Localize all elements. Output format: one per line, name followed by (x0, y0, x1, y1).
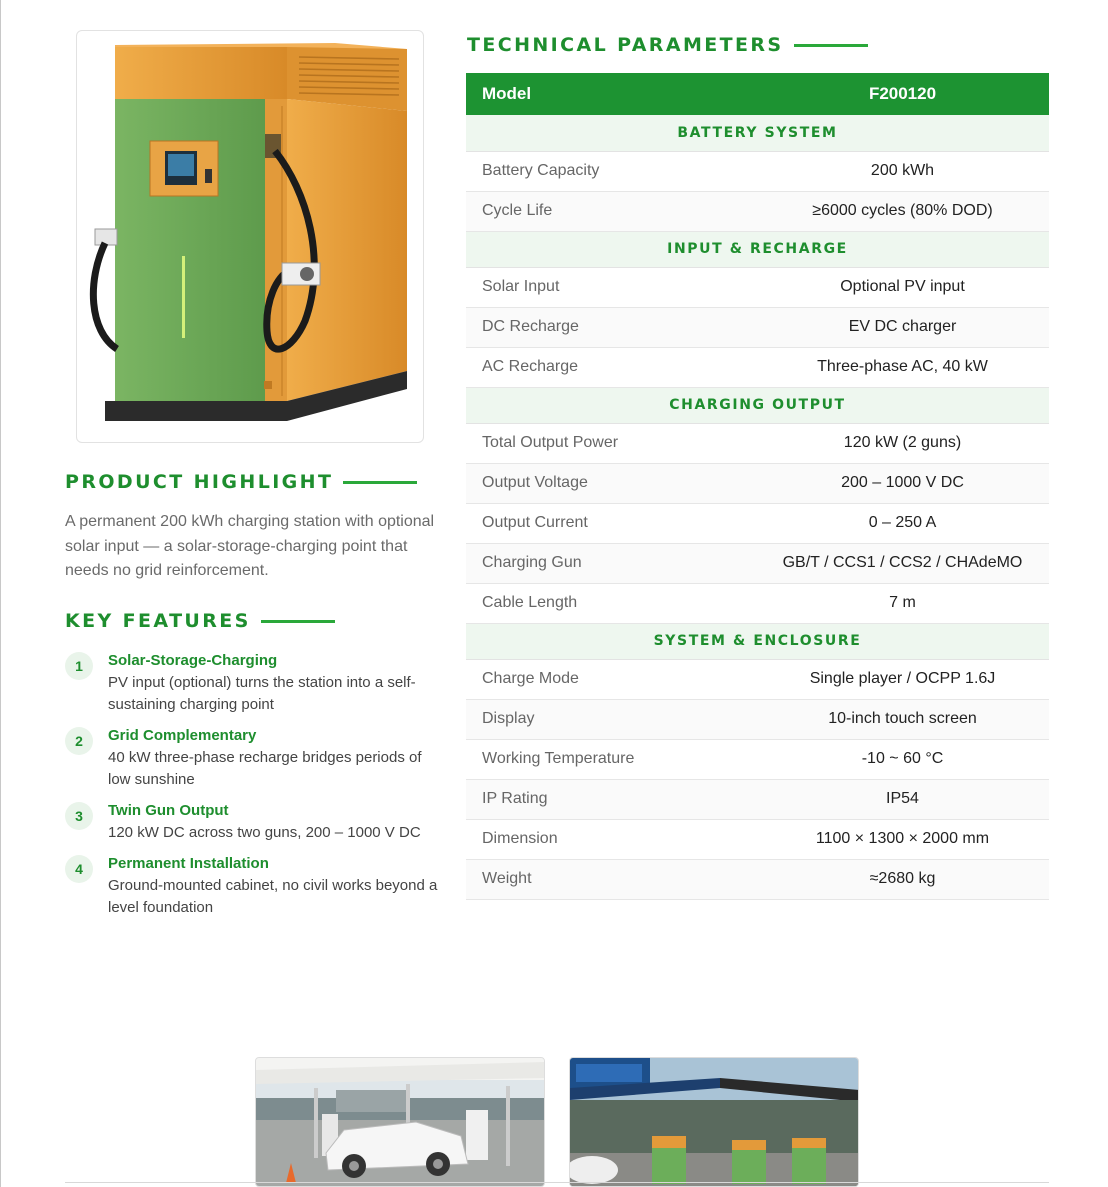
spec-value: 200 kWh (756, 151, 1049, 191)
feature-item (65, 800, 440, 844)
spec-row (466, 347, 1049, 387)
feature-title: Twin Gun Output (108, 802, 229, 819)
feature-description: Ground-mounted cabinet, no civil works beyond a level foundation (108, 877, 438, 916)
installation-photo-2 (569, 1057, 859, 1187)
heading-underline (794, 44, 868, 47)
charging-cabinet-illustration (77, 31, 424, 443)
installation-photo-1 (255, 1057, 545, 1187)
feature-item (65, 650, 440, 716)
spec-row (466, 307, 1049, 347)
spec-label: Solar Input (466, 267, 756, 307)
feature-number-badge: 1 (65, 652, 93, 680)
table-header-row (466, 73, 1049, 115)
key-features-heading: KEY FEATURES (65, 610, 335, 632)
product-highlight-heading: PRODUCT HIGHLIGHT (65, 471, 417, 493)
spec-row (466, 267, 1049, 307)
heading-underline (261, 620, 335, 623)
bottom-divider (65, 1182, 1049, 1183)
spec-label: Display (466, 699, 756, 739)
spec-group-title: BATTERY SYSTEM (466, 115, 1049, 151)
spec-label: Output Current (466, 503, 756, 543)
feature-description: 40 kW three-phase recharge bridges periods of low sunshine (108, 749, 422, 788)
spec-value: ≈2680 kg (756, 859, 1049, 899)
feature-number-badge: 2 (65, 727, 93, 755)
spec-label: Battery Capacity (466, 151, 756, 191)
spec-value: 200 – 1000 V DC (756, 463, 1049, 503)
feature-list (65, 650, 440, 928)
spec-value: Single player / OCPP 1.6J (756, 659, 1049, 699)
spec-row (466, 423, 1049, 463)
spec-row (466, 151, 1049, 191)
spec-value: IP54 (756, 779, 1049, 819)
spec-value: Three-phase AC, 40 kW (756, 347, 1049, 387)
spec-row (466, 583, 1049, 623)
spec-row (466, 503, 1049, 543)
model-value: F200120 (756, 73, 1049, 115)
product-highlight-text: A permanent 200 kWh charging station with optional solar input — a solar-storage-charging point that needs no grid reinforcement. (65, 513, 435, 579)
feature-number-badge: 3 (65, 802, 93, 830)
feature-item (65, 853, 440, 919)
spec-group-row (466, 623, 1049, 659)
spec-value: ≥6000 cycles (80% DOD) (756, 191, 1049, 231)
spec-label: Working Temperature (466, 739, 756, 779)
spec-value: -10 ~ 60 °C (756, 739, 1049, 779)
feature-number-badge: 4 (65, 855, 93, 883)
spec-value: 120 kW (2 guns) (756, 423, 1049, 463)
spec-value: Optional PV input (756, 267, 1049, 307)
heading-underline (343, 481, 417, 484)
feature-title: Permanent Installation (108, 855, 269, 872)
spec-value: 1100 × 1300 × 2000 mm (756, 819, 1049, 859)
spec-row (466, 819, 1049, 859)
feature-item (65, 725, 440, 791)
spec-value: EV DC charger (756, 307, 1049, 347)
spec-row (466, 699, 1049, 739)
product-image (76, 30, 424, 443)
page-left-border (0, 0, 1, 1187)
spec-row (466, 859, 1049, 899)
spec-group-row (466, 387, 1049, 423)
spec-value: 7 m (756, 583, 1049, 623)
feature-description: PV input (optional) turns the station into a self-sustaining charging point (108, 674, 416, 713)
feature-description: 120 kW DC across two guns, 200 – 1000 V DC (108, 824, 421, 841)
spec-row (466, 779, 1049, 819)
spec-label: AC Recharge (466, 347, 756, 387)
spec-row (466, 463, 1049, 503)
spec-label: Total Output Power (466, 423, 756, 463)
spec-group-title: CHARGING OUTPUT (466, 387, 1049, 423)
spec-row (466, 543, 1049, 583)
spec-group-title: INPUT & RECHARGE (466, 231, 1049, 267)
spec-value: GB/T / CCS1 / CCS2 / CHAdeMO (756, 543, 1049, 583)
spec-label: Charging Gun (466, 543, 756, 583)
spec-table (466, 73, 1049, 900)
spec-row (466, 739, 1049, 779)
spec-row (466, 191, 1049, 231)
spec-group-row (466, 231, 1049, 267)
spec-label: Cable Length (466, 583, 756, 623)
spec-label: Dimension (466, 819, 756, 859)
spec-label: Cycle Life (466, 191, 756, 231)
feature-title: Solar-Storage-Charging (108, 652, 278, 669)
feature-title: Grid Complementary (108, 727, 257, 744)
spec-label: Charge Mode (466, 659, 756, 699)
spec-label: DC Recharge (466, 307, 756, 347)
spec-value: 0 – 250 A (756, 503, 1049, 543)
spec-group-title: SYSTEM & ENCLOSURE (466, 623, 1049, 659)
spec-row (466, 659, 1049, 699)
spec-label: IP Rating (466, 779, 756, 819)
spec-label: Weight (466, 859, 756, 899)
model-label: Model (466, 73, 756, 115)
spec-label: Output Voltage (466, 463, 756, 503)
spec-value: 10-inch touch screen (756, 699, 1049, 739)
spec-group-row (466, 115, 1049, 151)
technical-parameters-heading: TECHNICAL PARAMETERS (467, 34, 868, 56)
